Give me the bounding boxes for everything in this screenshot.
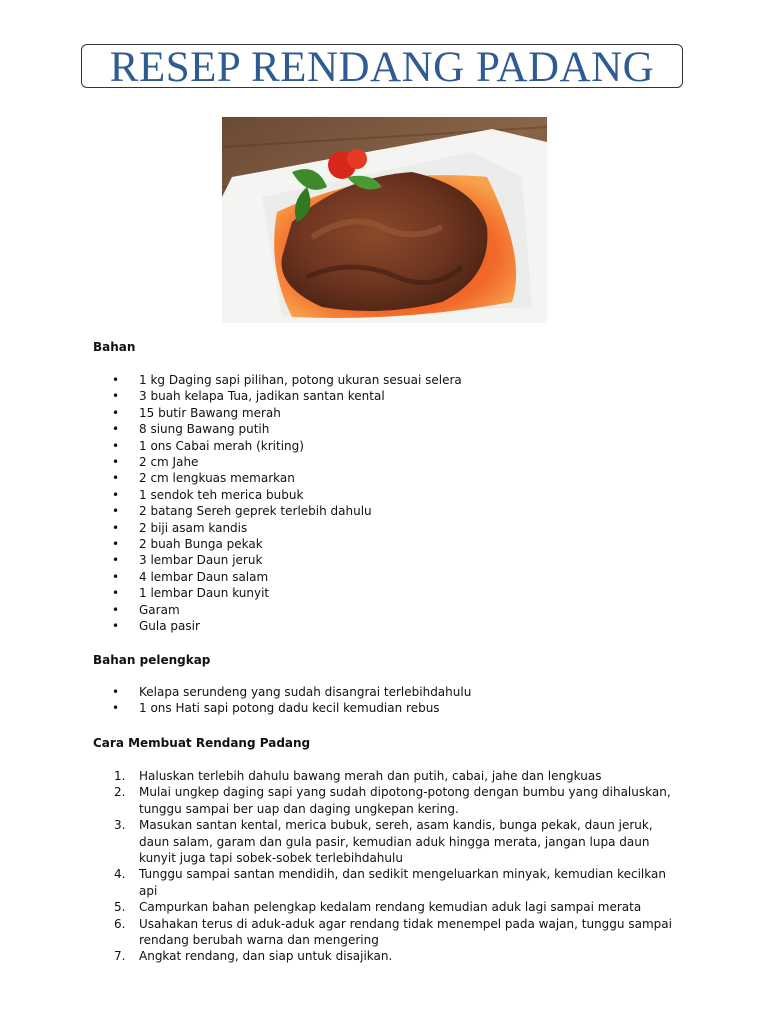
step-item: 7. Angkat rendang, dan siap untuk disajikan. bbox=[114, 949, 393, 964]
list-item: • 1 kg Daging sapi pilihan, potong ukuran sesuai selera bbox=[112, 373, 462, 387]
page-title: RESEP RENDANG PADANG bbox=[109, 43, 655, 91]
title-box bbox=[81, 43, 683, 91]
list-item: • 2 biji asam kandis bbox=[112, 520, 248, 535]
list-item: • 2 buah Bunga pekak bbox=[112, 537, 263, 552]
rendang-photo bbox=[222, 117, 547, 323]
pelengkap-list bbox=[112, 684, 471, 717]
list-item: • 15 butir Bawang merah bbox=[112, 405, 281, 420]
list-item: • 1 ons Cabai merah (kriting) bbox=[112, 438, 304, 453]
list-item: • 3 lembar Daun jeruk bbox=[112, 553, 263, 568]
list-item: • Gula pasir bbox=[112, 619, 200, 634]
cara-steps bbox=[112, 768, 672, 965]
bahan-heading: Bahan bbox=[93, 340, 136, 354]
step-item: 4. Tunggu sampai santan mendidih, dan sedikit mengeluarkan minyak, kemudian kecilkan api bbox=[114, 867, 666, 898]
list-item: • 1 sendok teh merica bubuk bbox=[112, 487, 304, 502]
list-item: • 2 cm lengkuas memarkan bbox=[112, 471, 295, 486]
list-item: • 4 lembar Daun salam bbox=[112, 569, 269, 584]
list-item: • 8 siung Bawang putih bbox=[112, 422, 270, 437]
step-item: 6. Usahakan terus di aduk-aduk agar rendang tidak menempel pada wajan, tunggu sampai rendang berubah warna dan mengering bbox=[114, 916, 672, 948]
step-item: 3. Masukan santan kental, merica bubuk, sereh, asam kandis, bunga pekak, daun jeruk, daun salam, garam dan gula pasir, kemudian aduk hingga merata, jangan lupa daun kunyit juga tapi sobek-sobek terlebihdahulu bbox=[114, 818, 653, 866]
pelengkap-heading: Bahan pelengkap bbox=[93, 653, 211, 667]
step-item: 2. Mulai ungkep daging sapi yang sudah dipotong-potong dengan bumbu yang dihaluskan, tunggu sampai ber uap dan daging ungkepan kering. bbox=[114, 785, 671, 816]
step-item: 1. Haluskan terlebih dahulu bawang merah dan putih, cabai, jahe dan lengkuas bbox=[114, 769, 602, 783]
list-item: • 2 batang Sereh geprek terlebih dahulu bbox=[112, 504, 372, 519]
list-item: • 2 cm Jahe bbox=[112, 455, 199, 470]
cara-heading: Cara Membuat Rendang Padang bbox=[93, 736, 311, 750]
step-item: 5. Campurkan bahan pelengkap kedalam rendang kemudian aduk lagi sampai merata bbox=[114, 900, 642, 915]
list-item: • 1 lembar Daun kunyit bbox=[112, 586, 270, 601]
list-item: • Garam bbox=[112, 602, 180, 617]
bahan-list bbox=[112, 372, 462, 635]
list-item: • Kelapa serundeng yang sudah disangrai terlebihdahulu bbox=[112, 685, 472, 699]
list-item: • 3 buah kelapa Tua, jadikan santan kental bbox=[112, 389, 385, 404]
list-item: • 1 ons Hati sapi potong dadu kecil kemudian rebus bbox=[112, 701, 440, 716]
